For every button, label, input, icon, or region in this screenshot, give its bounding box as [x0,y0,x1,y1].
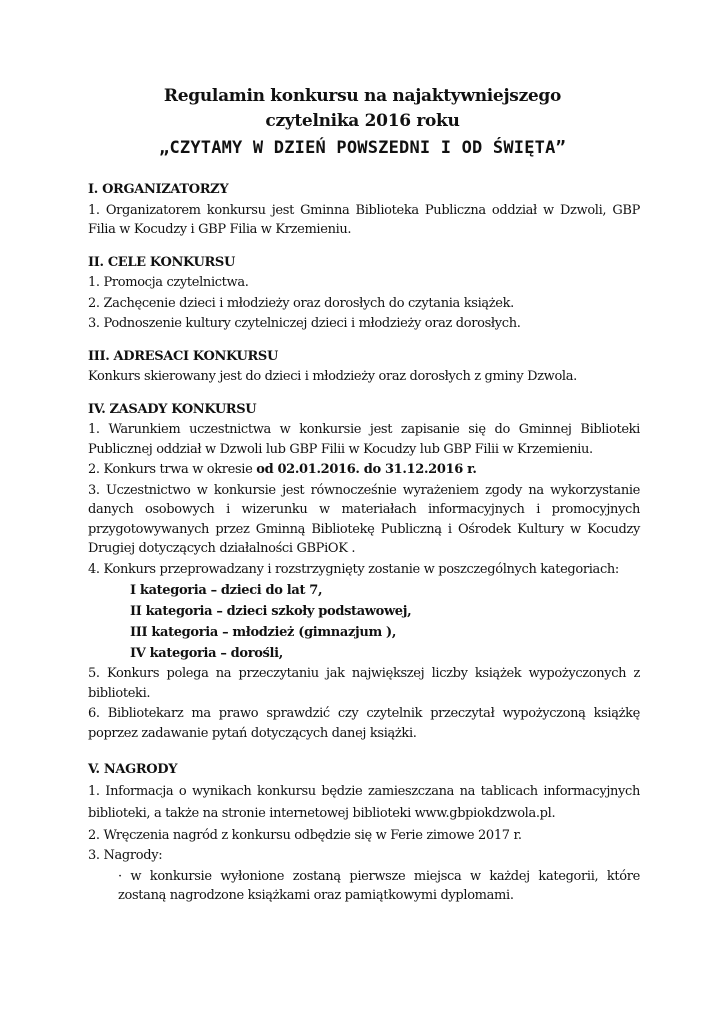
category-item: I kategoria – dzieci do lat 7, [130,583,323,598]
section-rules [88,400,640,744]
title-line-1: Regulamin konkursu na najaktywniejszego [163,86,562,106]
paragraph: 1. Promocja czytelnictwa. [88,275,249,290]
title-line-2: czytelnika 2016 roku [265,111,460,131]
paragraph-dates [88,460,640,480]
title-line-3: „CZYTAMY W DZIEŃ POWSZEDNI I OD ŚWIĘTA” [159,138,566,158]
category-item: III kategoria – młodzież (gimnazjum ), [130,625,397,640]
paragraph: 5. Konkurs polega na przeczytaniu jak największej liczby książek wypożyczonych z biblioteki. [88,666,640,701]
paragraph: 2. Wręczenia nagród z konkursu odbędzie się w Ferie zimowe 2017 r. [88,827,522,843]
paragraph: 1. Informacja o wynikach konkursu będzie zamieszczana na tablicach informacyjnych biblioteki, a także na stronie internetowej biblioteki www.gbpiokdzwola.pl. [88,783,640,821]
section-heading: IV. ZASADY KONKURSU [88,401,257,417]
section-goals [88,253,640,334]
section-prizes [88,760,640,906]
section-organizers [88,180,640,240]
document-body [88,180,640,907]
prize-bullet: · w konkursie wyłonione zostaną pierwsze miejsca w każdej kategorii, które zostaną nagrodzone książkami oraz pamiątkowymi dyplomami. [118,868,640,903]
paragraph: 3. Podnoszenie kultury czytelniczej dzieci i młodzieży oraz dorosłych. [88,316,521,331]
section-heading: II. CELE KONKURSU [88,254,235,270]
section-audience [88,347,640,387]
section-heading: V. NAGRODY [88,762,178,777]
document-title [0,84,725,162]
paragraph: Konkurs skierowany jest do dzieci i młodzieży oraz dorosłych z gminy Dzwola. [88,369,577,384]
paragraph: 1. Organizatorem konkursu jest Gminna Biblioteka Publiczna oddział w Dzwoli, GBP Filia w Kocudzy i GBP Filia w Krzemieniu. [88,202,640,237]
paragraph: 2. Zachęcenie dzieci i młodzieży oraz dorosłych do czytania książek. [88,295,514,311]
section-heading: I. ORGANIZATORZY [88,182,229,197]
category-item: II kategoria – dzieci szkoły podstawowej, [130,604,412,619]
category-item: IV kategoria – dorośli, [130,646,283,661]
paragraph: 6. Bibliotekarz ma prawo sprawdzić czy czytelnik przeczytał wypożyczoną książkę poprzez zadawanie pytań dotyczących danej książki. [88,706,640,741]
paragraph: 3. Nagrody: [88,848,163,863]
paragraph: 3. Uczestnictwo w konkursie jest równocześnie wyrażeniem zgody na wykorzystanie danych osobowych i wizerunku w materiałach informacyjnych i promocyjnych przygotowywanych przez Gminną Bibliotekę Publiczną i Ośrodek Kultury w Kocudzy Drugiej dotyczących działalności GBPiOK . [88,482,640,556]
paragraph: 1. Warunkiem uczestnictwa w konkursie jest zapisanie się do Gminnej Biblioteki Publicznej oddział w Dzwoli lub GBP Filii w Kocudzy lub GBP Filii w Krzemieniu. [88,422,640,457]
section-heading: III. ADRESACI KONKURSU [88,348,278,364]
dates-prefix: 2. Konkurs trwa w okresie [88,462,257,477]
paragraph: 4. Konkurs przeprowadzany i rozstrzygnięty zostanie w poszczególnych kategoriach: [88,561,619,577]
dates-range: od 02.01.2016. do 31.12.2016 r. [256,462,477,477]
